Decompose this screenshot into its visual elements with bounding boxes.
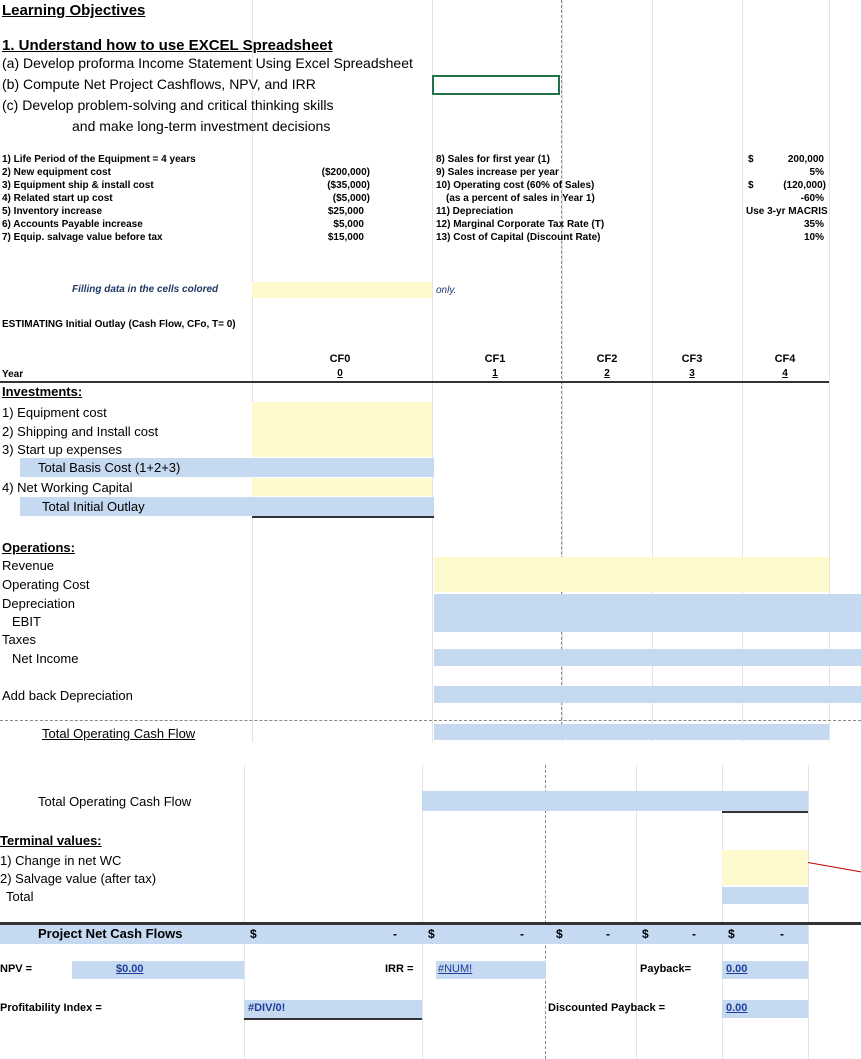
- calc-cells-depreciation: [434, 594, 861, 632]
- row-label: 3) Start up expenses: [2, 442, 122, 457]
- input-label: 12) Marginal Corporate Tax Rate (T): [436, 219, 605, 230]
- row-label: Total Initial Outlay: [42, 499, 145, 514]
- row-label: Total Operating Cash Flow: [38, 794, 192, 809]
- payback-value[interactable]: 0.00: [726, 963, 748, 975]
- terminal-heading: Terminal values:: [0, 833, 102, 848]
- input-value: ($35,000): [327, 180, 370, 191]
- row-label: Total Operating Cash Flow: [42, 726, 196, 741]
- pncf-val: -: [393, 927, 397, 941]
- input-value: 35%: [803, 219, 824, 230]
- pi-rule: [244, 1018, 422, 1020]
- calc-cells-ocf-lower: [422, 791, 808, 811]
- row-label: 1) Change in net WC: [0, 853, 122, 868]
- pncf-label: Project Net Cash Flows: [38, 926, 183, 941]
- input-value: 5%: [809, 167, 824, 178]
- grid-col-line: [829, 0, 830, 760]
- selected-cell[interactable]: [432, 75, 560, 95]
- disc-payback-label: Discounted Payback =: [548, 1002, 666, 1014]
- currency-sign: $: [748, 154, 754, 165]
- payback-label: Payback=: [640, 963, 692, 975]
- input-value: 10%: [803, 232, 824, 243]
- row-label: Depreciation: [2, 596, 75, 611]
- input-value: (120,000): [783, 180, 826, 191]
- input-value: ($200,000): [321, 167, 370, 178]
- terminal-total-cell: [722, 887, 808, 904]
- fill-note: Filling data in the cells colored: [72, 284, 219, 295]
- input-value: Use 3-yr MACRIS: [746, 206, 828, 217]
- pi-value[interactable]: #DIV/0!: [248, 1002, 286, 1014]
- header-rule: [0, 381, 829, 383]
- row-label: Total: [6, 889, 34, 904]
- input-label: 7) Equip. salvage value before tax: [2, 232, 163, 243]
- irr-label: IRR =: [385, 963, 414, 975]
- npv-cell[interactable]: [72, 961, 244, 979]
- row-label: 4) Net Working Capital: [2, 480, 133, 495]
- input-value: $15,000: [327, 232, 364, 243]
- calc-cells-netincome: [434, 649, 861, 666]
- row-label: EBIT: [12, 614, 41, 629]
- input-label: 8) Sales for first year (1): [436, 154, 550, 165]
- row-label: Revenue: [2, 558, 55, 573]
- input-value: 200,000: [787, 154, 824, 165]
- yellow-legend-cell: [252, 282, 432, 298]
- row-label: Total Basis Cost (1+2+3): [38, 460, 181, 475]
- input-cells-investments[interactable]: [252, 402, 432, 457]
- year-number: 2: [604, 368, 610, 379]
- disc-payback-value[interactable]: 0.00: [726, 1002, 748, 1014]
- irr-value[interactable]: #NUM!: [438, 963, 473, 975]
- pncf-cur: $: [250, 927, 257, 941]
- input-value: $5,000: [333, 219, 364, 230]
- year-label: Year: [2, 369, 24, 380]
- error-arrow: [808, 862, 861, 873]
- currency-sign: $: [748, 180, 754, 191]
- input-label: 6) Accounts Payable increase: [2, 219, 143, 230]
- pncf-cur: $: [642, 927, 649, 941]
- row-label: Operating Cost: [2, 577, 90, 592]
- page-break-line: [561, 0, 562, 745]
- input-cell-nwc[interactable]: [252, 478, 432, 496]
- pncf-cur: $: [556, 927, 563, 941]
- cf-header: CF4: [774, 353, 796, 365]
- row-label: Taxes: [2, 632, 36, 647]
- section-gap: [0, 742, 861, 764]
- ocf-rule: [722, 811, 808, 813]
- year-number: 0: [337, 368, 343, 379]
- objective-b: (b) Compute Net Project Cashflows, NPV, and IRR: [2, 76, 316, 92]
- objective-heading: 1. Understand how to use EXCEL Spreadsheet: [2, 37, 333, 54]
- grid-col-line: [432, 0, 433, 760]
- grid-col-line: [808, 765, 809, 1059]
- grid-col-line: [252, 0, 253, 760]
- fill-note-end: only.: [436, 285, 457, 296]
- outlay-rule: [252, 516, 434, 518]
- pncf-val: -: [520, 927, 524, 941]
- cf-header: CF2: [596, 353, 618, 365]
- cf-header: CF0: [329, 353, 351, 365]
- estimating-label: ESTIMATING Initial Outlay (Cash Flow, CFo, T= 0): [2, 319, 236, 330]
- cf-header: CF1: [484, 353, 506, 365]
- input-label: 11) Depreciation: [436, 206, 514, 217]
- page-title: Learning Objectives: [2, 2, 146, 19]
- input-label: 10) Operating cost (60% of Sales): [436, 180, 595, 191]
- input-label: 5) Inventory increase: [2, 206, 103, 217]
- operations-heading: Operations:: [2, 540, 75, 555]
- grid-col-line: [742, 0, 743, 760]
- input-label: (as a percent of sales in Year 1): [446, 193, 595, 204]
- pncf-val: -: [606, 927, 610, 941]
- input-value: $25,000: [327, 206, 364, 217]
- input-label: 9) Sales increase per year: [436, 167, 559, 178]
- page-break-line: [0, 720, 861, 721]
- input-label: 2) New equipment cost: [2, 167, 111, 178]
- row-label: Net Income: [12, 651, 79, 666]
- investments-heading: Investments:: [2, 384, 83, 399]
- npv-value[interactable]: $0.00: [116, 963, 144, 975]
- cf-header: CF3: [681, 353, 703, 365]
- objective-a: (a) Develop proforma Income Statement Using Excel Spreadsheet: [2, 55, 413, 71]
- pi-label: Profitability Index =: [0, 1002, 102, 1014]
- pncf-val: -: [780, 927, 784, 941]
- pncf-cur: $: [428, 927, 435, 941]
- objective-c-cont: and make long-term investment decisions: [72, 118, 331, 134]
- input-label: 3) Equipment ship & install cost: [2, 180, 154, 191]
- year-number: 4: [782, 368, 788, 379]
- calc-cells-addback: [434, 686, 861, 703]
- row-label: 1) Equipment cost: [2, 405, 107, 420]
- calc-cells-ocf: [434, 724, 829, 740]
- year-number: 1: [492, 368, 498, 379]
- input-cells-terminal[interactable]: [722, 850, 808, 885]
- row-label: 2) Shipping and Install cost: [2, 424, 159, 439]
- input-cells-operations[interactable]: [434, 557, 829, 592]
- year-number: 3: [689, 368, 695, 379]
- objective-c: (c) Develop problem-solving and critical thinking skills: [2, 97, 334, 113]
- row-label: Add back Depreciation: [2, 688, 133, 703]
- input-label: 1) Life Period of the Equipment = 4 years: [2, 154, 196, 165]
- input-value: -60%: [800, 193, 824, 204]
- input-label: 4) Related start up cost: [2, 193, 113, 204]
- grid-col-line: [562, 0, 563, 760]
- npv-label: NPV =: [0, 963, 33, 975]
- pncf-cur: $: [728, 927, 735, 941]
- row-label: 2) Salvage value (after tax): [0, 871, 157, 886]
- pncf-val: -: [692, 927, 696, 941]
- input-value: ($5,000): [332, 193, 370, 204]
- input-label: 13) Cost of Capital (Discount Rate): [436, 232, 601, 243]
- grid-col-line: [652, 0, 653, 760]
